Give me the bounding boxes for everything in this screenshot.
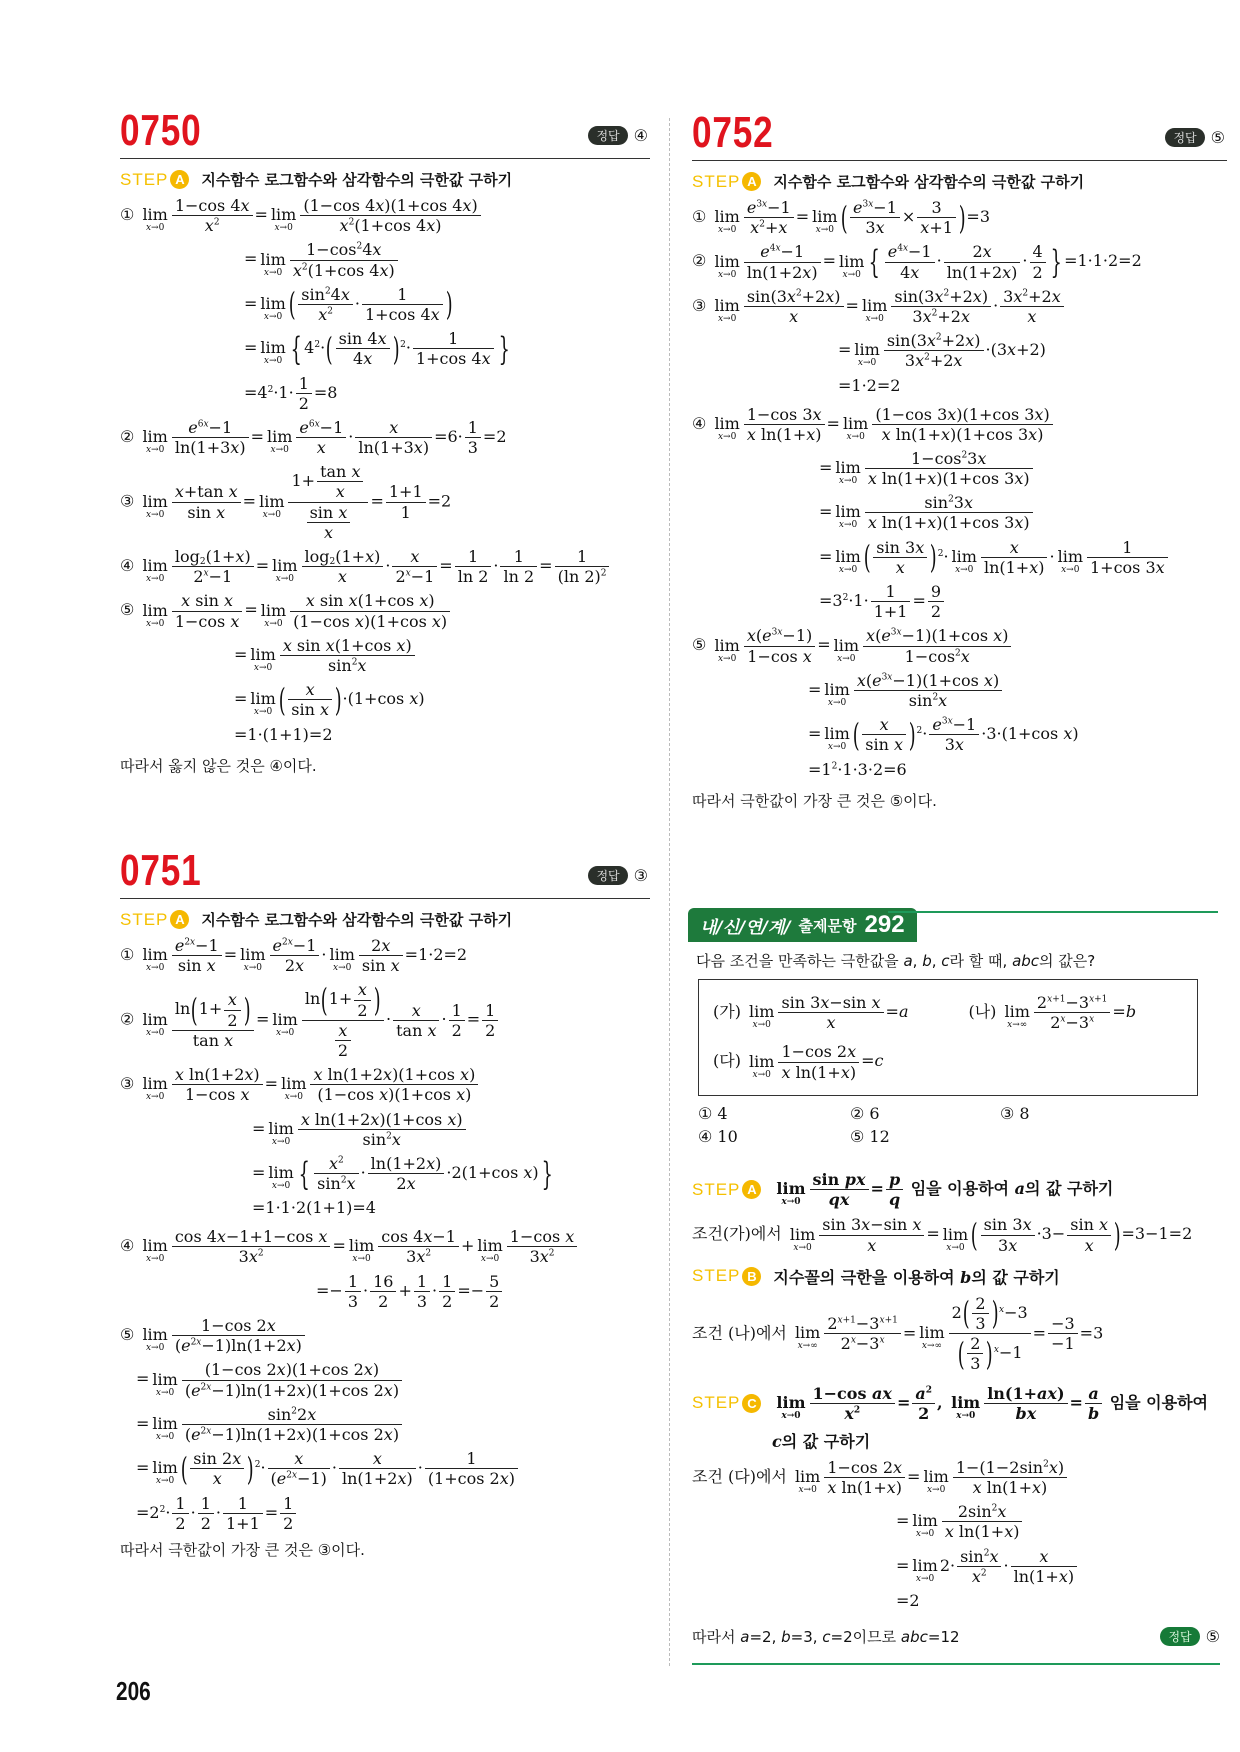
answer-badge: 정답: [588, 866, 627, 885]
solution-line: $=1^2\cdot 1\cdot 3\cdot 2=6$: [808, 759, 907, 779]
solution-line: = lim x→0 $\frac{2\sin^2x}{\text{x ln(1+x)}}$: [692, 1502, 1220, 1541]
problem-number: 0752: [692, 108, 774, 157]
solution-line: = lim x→0 ( $\frac{\sin 3x}{x}$ )$^2$· lim x→0 $\frac{x}{\ln(1+x)}$ · lim x→0 $\frac{1}{1+\cos 3x}$: [692, 538, 1227, 577]
problem-header: [120, 846, 650, 899]
step-letter-icon: B: [742, 1267, 761, 1286]
related-tab-row: [688, 908, 1218, 944]
related-tab: [688, 908, 917, 942]
step-text: lim x→0 $\frac{\text{1−cos ax}}{x^2}$ = $\frac{a^2}{2}$ , lim x→0 $\frac{\ln(1+ax)}{bx}$ = $\frac{a}{b}$ 임을 이용하여: [776, 1383, 1209, 1423]
solution-line: ④ lim x→0 $\frac{1-\cos 3x}{\text{x ln(1+x)}}$ = lim x→0 $\frac{(1-\cos 3x)(1+\cos 3x)}{\text{x ln(1+x)(1+cos 3x)}}$: [692, 405, 1227, 444]
solution-line: ① lim x→0 $\frac{e^{3x}-1}{x^2+x}$ = lim x→0 ( $\frac{e^{3x}-1}{3x}$ × $\frac{3}{x+1}$ )=3: [692, 198, 990, 238]
solution-line: ③ lim x→0 $\frac{\text{x ln(1+2x)}}{\text{1−cos x}}$ = lim x→0 $\frac{\text{x ln(1+2x)(1+cos x)}}{\text{(1−cos x)(1+cos x)}}$: [120, 1065, 650, 1104]
solution-line: ⑤ lim x→0 $\frac{1-\cos 2x}{(e^{2x}-1)\ln(1+2x)}$: [120, 1316, 650, 1355]
step-label: STEP: [120, 909, 169, 929]
solution-line: ③ lim x→0 $\frac{\sin(3x^2+2x)}{x}$ = lim x→0 $\frac{\sin(3x^2+2x)}{3x^2+2x}$ · $\frac{3x^2+2x}{x}$: [692, 287, 1227, 326]
solution-line: ⑤ lim x→0 $\frac{\text{x sin x}}{\text{1−cos x}}$ = lim x→0 $\frac{\text{x sin x(1+cos x)}}{\text{(1−cos x)(1+cos x)}}$: [120, 591, 650, 630]
solution-line: =1·2=2: [838, 375, 901, 395]
step-letter-icon: A: [742, 172, 761, 191]
solution-line: ④ lim x→0 $\frac{\text{cos 4x−1+1−cos x}}{3x^2}$ = lim x→0 $\frac{\cos 4x-1}{3x^2}$ + lim x→0 $\frac{\text{1−cos x}}{3x^2}$: [120, 1227, 650, 1266]
step-label: STEP: [692, 1179, 741, 1199]
answer-badge: 정답: [1160, 1627, 1199, 1646]
answer: [1165, 128, 1225, 147]
problem-header: [692, 108, 1227, 161]
step-letter-icon: A: [170, 170, 189, 189]
option-2[interactable]: ② 6: [850, 1103, 880, 1123]
answer-value: ③: [633, 866, 648, 885]
solution-line: = lim x→0 ( $\frac{\sin^24x}{x^2}$ · $\frac{1}{1+\cos 4x}$ ): [244, 284, 453, 324]
tab-prefix: 내/신/연/계/: [700, 917, 791, 938]
option-4[interactable]: ④ 10: [698, 1126, 738, 1146]
question-text: 다음 조건을 만족하는 극한값을 a, b, c라 할 때, abc의 값은?: [696, 952, 1096, 970]
answer-badge: 정답: [588, 126, 627, 145]
step-label: STEP: [120, 169, 169, 189]
solution-line: $=2^2\cdot$ $\frac{1}{2}$ · $\frac{1}{2}$ · $\frac{1}{1+1}$ = $\frac{1}{2}$: [120, 1494, 650, 1533]
conclusion: 따라서 a=2, b=3, c=2이므로 abc=12: [692, 1628, 960, 1646]
option-1[interactable]: ① 4: [698, 1103, 728, 1123]
option-5[interactable]: ⑤ 12: [850, 1126, 890, 1146]
step-heading-a: [692, 1170, 1220, 1209]
step-text-continued: c의 값 구하기: [772, 1431, 871, 1451]
answer-badge: 정답: [1165, 128, 1204, 147]
step-text: 지수함수 로그함수와 삼각함수의 극한값 구하기: [201, 171, 513, 189]
solution-line: ① lim x→0 $\frac{e^{2x}-1}{\text{sin x}}$ = lim x→0 $\frac{e^{2x}-1}{2x}$ · lim x→0 $\frac{2x}{\text{sin x}}$ =1·2=2: [120, 936, 468, 976]
step-letter-icon: C: [742, 1394, 761, 1413]
conclusion: 따라서 극한값이 가장 큰 것은 ③이다.: [120, 1540, 365, 1559]
problem-number: 0751: [120, 846, 202, 895]
problem-0752: [692, 108, 1227, 817]
page-number: 206: [116, 1676, 151, 1706]
problem-number: 0750: [120, 106, 202, 155]
conclusion: 따라서 극한값이 가장 큰 것은 ⑤이다.: [692, 791, 937, 810]
solution-line: = lim x→0 $\frac{\text{x ln(1+2x)(1+cos x)}}{\sin^2x}$: [120, 1110, 650, 1149]
solution-line: ② lim x→0 ln(1+ $\frac{x}{2}$ ) tan x = lim x→0 ln(1+ $\frac{x}{2}$ ) $\frac{x}{2}$ · $\frac{x}{\text{tan x}}$ · $\frac{1}{2}$ = $\frac{1}{2}$: [120, 980, 650, 1060]
step-heading: [120, 169, 650, 190]
solution-line: =1·(1+1)=2: [234, 724, 333, 744]
answer-value: ⑤: [1210, 128, 1225, 147]
step-heading-b: [692, 1265, 1220, 1288]
solution-line: 조건 (나)에서 lim x→∞ $\frac{2^{x+1}-3^{x+1}}{2^x-3^x}$ = lim x→∞ 2( $\frac{2}{3}$ )$^x$−3 ( $\frac{2}{3}$ )$^x$−1 = $\frac{-3}{-1}$ =3: [692, 1293, 1104, 1374]
tab-number: 292: [864, 911, 905, 938]
related-solution: [692, 1160, 1220, 1665]
condition-na: (나) lim x→∞ $\frac{2^{x+1}-3^{x+1}}{2^x-3^x}$ =b: [968, 993, 1137, 1033]
solution-line: ① lim x→0 $\frac{1-\cos 4x}{x^2}$ = lim x→0 $\frac{(1-\cos 4x)(1+\cos 4x)}{x^2(1+\cos 4x)}$: [120, 196, 650, 235]
solution-line: = lim x→0 $\frac{1-\cos^24x}{x^2(1+\cos 4x)}$: [120, 240, 650, 279]
step-label: STEP: [692, 1266, 741, 1286]
condition-da: (다) lim x→0 $\frac{1-\cos 2x}{\text{x ln(1+x)}}$ =c: [713, 1042, 884, 1082]
answer-value: ④: [633, 126, 648, 145]
problem-header: [120, 106, 650, 159]
column-divider: [669, 118, 670, 1666]
solution-line: = lim x→0 $\frac{x(e^{3x}-1)(1+\cos x)}{\sin^2x}$: [692, 671, 1227, 710]
solution-line: =2: [896, 1591, 920, 1610]
step-heading: [120, 909, 650, 930]
step-text: 지수함수 로그함수와 삼각함수의 극한값 구하기: [201, 911, 513, 929]
solution-line: = lim x→0 ( $\frac{\sin 2x}{x}$ )$^2$· $\frac{x}{(e^{2x}-1)}$ · $\frac{x}{\ln(1+2x)}$ · $\frac{1}{(1+\cos 2x)}$: [120, 1449, 650, 1488]
solution-line: = lim x→0 $\frac{1-\cos^23x}{\text{x ln(1+x)(1+cos 3x)}}$: [692, 449, 1227, 488]
solution-line: = lim x→0 2· $\frac{\sin^2x}{x^2}$ · $\frac{x}{\ln(1+x)}$: [692, 1547, 1220, 1586]
solution-line: = lim x→0 $\frac{\sin^22x}{(e^{2x}-1)\ln(1+2x)(1+\cos 2x)}$: [120, 1405, 650, 1444]
option-3[interactable]: ③ 8: [1000, 1103, 1030, 1123]
solution-line: = lim x→0 ( $\frac{x}{\text{sin x}}$ )$^2$· $\frac{e^{3x}-1}{3x}$ ·3·(1+cos x): [808, 715, 1079, 755]
step-letter-icon: A: [170, 910, 189, 929]
solution-line: = lim x→0 $\frac{\sin(3x^2+2x)}{3x^2+2x}$ ·(3x+2): [838, 331, 1046, 371]
answer-value: ⑤: [1205, 1627, 1220, 1646]
solution-line: = lim x→0 { $4^2\cdot$( $\frac{\sin 4x}{4x}$ )$^2$· $\frac{1}{1+\cos 4x}$ }: [244, 329, 510, 369]
tab-label: 출제문항: [798, 916, 857, 935]
solution-line: $=3^2\cdot 1\cdot$ $\frac{1}{1+1}$ = $\frac{9}{2}$: [692, 582, 1227, 621]
step-text: 지수함수 로그함수와 삼각함수의 극한값 구하기: [773, 173, 1085, 191]
solution-line: ③ lim x→0 $\frac{\text{x+tan x}}{\text{sin x}}$ = lim x→0 1+ $\frac{\text{tan x}}{x}$ $\frac{\text{sin x}}{x}$ = $\frac{1+1}{1}$ =2: [120, 462, 452, 542]
answer: [1160, 1627, 1220, 1646]
solution-line: $=4^2\cdot 1\cdot$ $\frac{1}{2}$ =8: [244, 373, 338, 413]
solution-line: = lim x→0 $\frac{(1-\cos 2x)(1+\cos 2x)}{(e^{2x}-1)\ln(1+2x)(1+\cos 2x)}$: [120, 1360, 650, 1399]
step-label: STEP: [692, 1393, 741, 1413]
solution-line: ④ lim x→0 $\frac{\log_2(1+x)}{2^x-1}$ = lim x→0 $\frac{\log_2(1+x)}{x}$ · $\frac{x}{2^x-1}$ = $\frac{1}{\ln 2}$ · $\frac{1}{\ln 2}$ = $\frac{1}{(\ln 2)^2}$: [120, 547, 650, 586]
step-text: lim x→0 $\frac{\text{sin px}}{qx}$ = $\frac{p}{q}$ 임을 이용하여 a의 값 구하기: [776, 1170, 1114, 1210]
solution-line: = lim x→0 { $\frac{x^2}{\sin^2x}$ · $\frac{\ln(1+2x)}{2x}$ ·2(1+cos x)}: [252, 1153, 553, 1194]
related-problem: [688, 908, 1218, 1146]
solution-line: 조건(가)에서 lim x→0 $\frac{\text{sin 3x−sin x}}{x}$ = lim x→0 ( $\frac{\sin 3x}{3x}$ ·3− $\frac{\text{sin x}}{x}$ )=3−1=2: [692, 1215, 1193, 1255]
conditions-box: [698, 979, 1198, 1096]
solution-line: ② lim x→0 $\frac{e^{4x}-1}{\ln(1+2x)}$ = lim x→0 { $\frac{e^{4x}-1}{4x}$ · $\frac{2x}{\ln(1+2x)}$ · $\frac{4}{2}$ } =1·1·2=2: [692, 242, 1142, 282]
solution-line: ⑤ lim x→0 $\frac{x(e^{3x}-1)}{\text{1−cos x}}$ = lim x→0 $\frac{x(e^{3x}-1)(1+\cos x)}{1-\cos^2x}$: [692, 626, 1227, 665]
step-heading-c: [692, 1384, 1220, 1423]
answer: [588, 126, 648, 145]
solution-line: ② lim x→0 $\frac{e^{6x}-1}{\ln(1+3x)}$ = lim x→0 $\frac{e^{6x}-1}{x}$ · $\frac{x}{\ln(1+3x)}$ =6· $\frac{1}{3}$ =2: [120, 417, 507, 458]
conclusion: 따라서 옳지 않은 것은 ④이다.: [120, 756, 317, 775]
answer: [588, 866, 648, 885]
solution-line: 조건 (다)에서 lim x→0 $\frac{1-\cos 2x}{\text{x ln(1+x)}}$ = lim x→0 $\frac{1-(1-2\sin^2x)}{\text{x ln(1+x)}}$: [692, 1458, 1220, 1497]
solution-line: = lim x→0 ( $\frac{x}{\text{sin x}}$ )·(1+cos x): [234, 680, 425, 720]
solution-line: = lim x→0 $\frac{\sin^23x}{\text{x ln(1+x)(1+cos 3x)}}$: [692, 493, 1227, 532]
tab-rule: [888, 911, 1218, 913]
answer-options: [698, 1104, 1218, 1146]
step-label: STEP: [692, 171, 741, 191]
section-end-rule: [692, 1663, 1220, 1665]
step-text: 지수꼴의 극한을 이용하여 b의 값 구하기: [773, 1267, 1060, 1287]
condition-ga: (가) lim x→0 $\frac{\text{sin 3x−sin x}}{x}$ =a: [713, 993, 909, 1033]
step-heading: [692, 171, 1227, 192]
solution-line: =− $\frac{1}{3}$ · $\frac{16}{2}$ + $\frac{1}{3}$ · $\frac{1}{2}$ =− $\frac{5}{2}$: [120, 1272, 650, 1311]
problem-0751: [120, 846, 650, 1566]
step-letter-icon: A: [742, 1180, 761, 1199]
solution-line: =1·1·2(1+1)=4: [252, 1198, 376, 1218]
solution-line: = lim x→0 $\frac{\text{x sin x(1+cos x)}}{\sin^2x}$: [120, 636, 650, 675]
problem-0750: [120, 106, 650, 782]
